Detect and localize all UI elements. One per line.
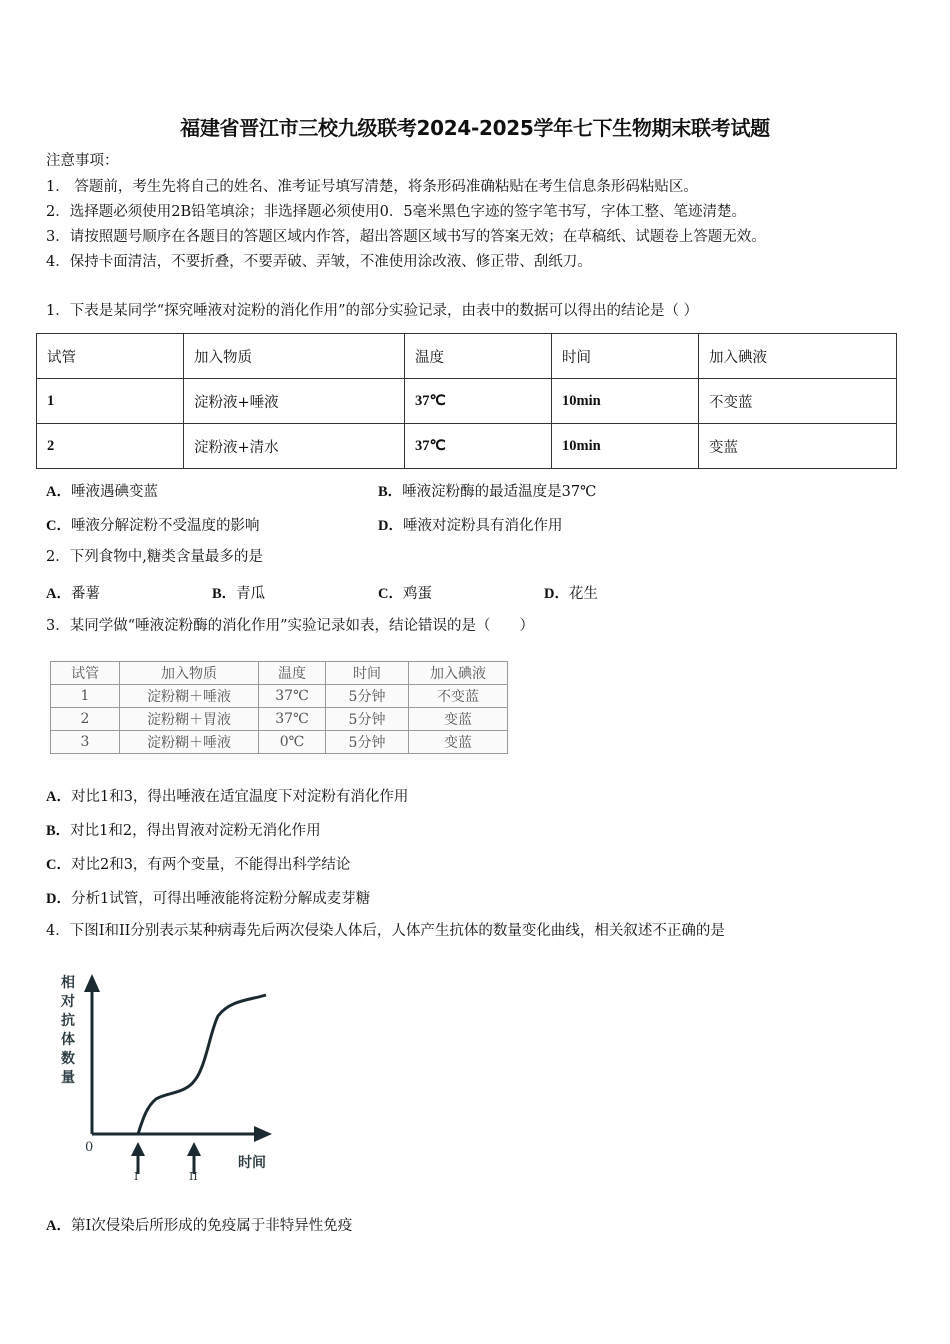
y-axis-arrow-icon: [84, 974, 100, 992]
table-header-cell: 加入物质: [184, 334, 405, 379]
table-row: [51, 731, 508, 754]
table-cell: 淀粉糊＋唾液: [120, 685, 259, 708]
q4-option-a: [46, 1214, 352, 1235]
y-axis-label-char: 相: [61, 975, 75, 991]
option-label: B．: [212, 586, 237, 602]
q3-option-d: [46, 887, 370, 908]
option-text: 唾液分解淀粉不受温度的影响: [70, 518, 260, 534]
table-cell: 37℃: [259, 708, 326, 731]
antibody-curve-figure: [50, 962, 290, 1182]
table-header-cell: 时间: [552, 334, 699, 379]
y-axis-label-char: 量: [61, 1070, 75, 1086]
q2-option-b: [212, 582, 265, 603]
marker-label-2: II: [189, 1170, 198, 1183]
table-cell: 5分钟: [326, 708, 409, 731]
option-label: D．: [544, 586, 569, 602]
table-cell: 3: [51, 731, 120, 754]
x-axis-label: 时间: [238, 1155, 266, 1171]
option-text: 花生: [568, 586, 598, 602]
origin-label: 0: [85, 1140, 94, 1155]
table-cell: 变蓝: [699, 424, 897, 469]
option-text: 对比1和2，得出胃液对淀粉无消化作用: [70, 823, 321, 839]
option-label: A．: [46, 1218, 71, 1234]
option-text: 对比2和3，有两个变量，不能得出科学结论: [70, 857, 351, 873]
option-label: B．: [378, 484, 403, 500]
q1-option-b: [378, 480, 596, 501]
option-label: A．: [46, 789, 71, 805]
y-axis-label-char: 对: [61, 994, 75, 1010]
option-label: C．: [378, 586, 403, 602]
q3-table: [50, 661, 508, 754]
notice-item-1: 1． 答题前，考生先将自己的姓名、准考证号填写清楚，将条形码准确粘贴在考生信息条形码粘贴区。: [46, 179, 698, 195]
table-header-cell: 时间: [326, 662, 409, 685]
q2-option-c: [378, 582, 432, 603]
table-header-cell: 试管: [37, 334, 184, 379]
notice-heading: 注意事项：: [46, 153, 119, 169]
option-label: C．: [46, 518, 71, 534]
option-text: 鸡蛋: [402, 586, 432, 602]
table-cell: 1: [37, 379, 184, 424]
arrow-up-icon: [131, 1142, 145, 1156]
q2-option-d: [544, 582, 598, 603]
table-header-cell: 加入碘液: [409, 662, 508, 685]
page-title: 福建省晋江市三校九级联考2024-2025学年七下生物期末联考试题: [180, 116, 770, 140]
table-cell: 不变蓝: [699, 379, 897, 424]
table-header-cell: 试管: [51, 662, 120, 685]
q3-option-c: [46, 853, 350, 874]
table-cell: 2: [51, 708, 120, 731]
option-text: 分析1试管，可得出唾液能将淀粉分解成麦芽糖: [70, 891, 371, 907]
q1-option-a: [46, 480, 158, 501]
notice-item-2: 2．选择题必须使用2B铅笔填涂；非选择题必须使用0．5毫米黑色字迹的签字笔书写，字体工整、笔迹清楚。: [46, 204, 747, 220]
table-cell: 37℃: [259, 685, 326, 708]
option-label: A．: [46, 586, 71, 602]
table-cell: 淀粉糊＋唾液: [120, 731, 259, 754]
option-text: 对比1和3，得出唾液在适宜温度下对淀粉有消化作用: [70, 789, 409, 805]
option-label: D．: [378, 518, 403, 534]
option-text: 番薯: [70, 586, 100, 602]
q1-option-d: [378, 514, 562, 535]
q3-option-b: [46, 819, 321, 840]
q1-stem: 1．下表是某同学“探究唾液对淀粉的消化作用”的部分实验记录，由表中的数据可以得出的结论是（ ）: [46, 303, 699, 319]
option-text: 青瓜: [236, 586, 266, 602]
option-label: A．: [46, 484, 71, 500]
q1-table: [36, 333, 897, 469]
table-header-cell: 温度: [405, 334, 552, 379]
table-cell: 不变蓝: [409, 685, 508, 708]
q3-stem: 3．某同学做“唾液淀粉酶的消化作用”实验记录如表，结论错误的是（ ）: [46, 618, 535, 634]
table-cell: 1: [51, 685, 120, 708]
table-header-row: [51, 662, 508, 685]
table-header-cell: 加入物质: [120, 662, 259, 685]
table-cell: 37℃: [405, 379, 552, 424]
arrow-up-icon: [187, 1142, 201, 1156]
option-label: D．: [46, 891, 71, 907]
table-row: [51, 708, 508, 731]
table-cell: 37℃: [405, 424, 552, 469]
table-cell: 5分钟: [326, 731, 409, 754]
table-cell: 2: [37, 424, 184, 469]
table-row: [37, 424, 897, 469]
option-label: B．: [46, 823, 71, 839]
table-header-cell: 温度: [259, 662, 326, 685]
table-cell: 变蓝: [409, 731, 508, 754]
antibody-curve-line: [138, 995, 266, 1134]
table-cell: 淀粉液+清水: [184, 424, 405, 469]
table-cell: 变蓝: [409, 708, 508, 731]
option-text: 唾液遇碘变蓝: [70, 484, 158, 500]
notice-item-4: 4．保持卡面清洁，不要折叠，不要弄破、弄皱，不准使用涂改液、修正带、刮纸刀。: [46, 254, 592, 270]
table-row: [51, 685, 508, 708]
y-axis-label-char: 体: [61, 1032, 75, 1048]
q1-option-c: [46, 514, 259, 535]
table-row: [37, 379, 897, 424]
table-cell: 淀粉液+唾液: [184, 379, 405, 424]
option-text: 唾液对淀粉具有消化作用: [402, 518, 563, 534]
table-cell: 10min: [552, 379, 699, 424]
table-header-row: [37, 334, 897, 379]
table-cell: 0℃: [259, 731, 326, 754]
q3-option-a: [46, 785, 408, 806]
q2-stem: 2．下列食物中,糖类含量最多的是: [46, 549, 263, 565]
y-axis-label: [58, 974, 78, 1088]
option-text: 唾液淀粉酶的最适温度是37℃: [402, 484, 597, 500]
option-text: 第I次侵染后所形成的免疫属于非特异性免疫: [70, 1218, 353, 1234]
y-axis-label-char: 数: [61, 1051, 75, 1067]
table-cell: 5分钟: [326, 685, 409, 708]
marker-label-1: I: [134, 1170, 139, 1183]
option-label: C．: [46, 857, 71, 873]
q2-option-a: [46, 582, 100, 603]
notice-item-3: 3．请按照题号顺序在各题目的答题区域内作答，超出答题区域书写的答案无效；在草稿纸、试题卷上答题无效。: [46, 229, 766, 245]
q4-stem: 4．下图I和II分别表示某种病毒先后两次侵染人体后，人体产生抗体的数量变化曲线，相关叙述不正确的是: [46, 923, 725, 939]
table-header-cell: 加入碘液: [699, 334, 897, 379]
table-cell: 淀粉糊＋胃液: [120, 708, 259, 731]
table-cell: 10min: [552, 424, 699, 469]
y-axis-label-char: 抗: [61, 1013, 75, 1029]
x-axis-arrow-icon: [254, 1126, 272, 1142]
